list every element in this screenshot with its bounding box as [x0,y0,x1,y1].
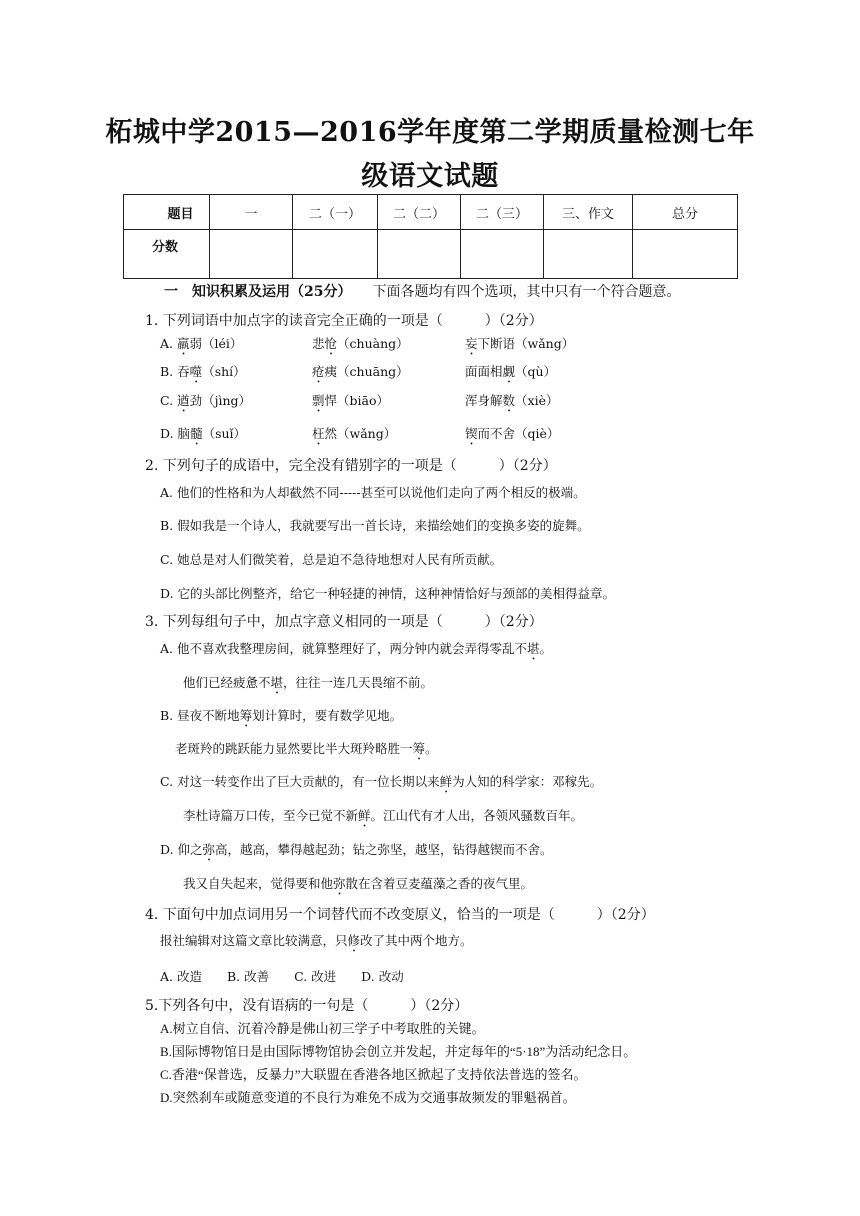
question-3-stem: 3. 下列每组句子中，加点字意义相同的一项是（ ）（2分） [145,614,543,630]
q1-option-c-word2: 剽悍（biāo） [312,393,389,408]
q5-option-a: A.树立自信、沉着冷静是佛山初三学子中考取胜的关键。 [160,1021,485,1036]
q3-option-b-line2: 老斑羚的跳跃能力显然要比半大斑羚略胜一筹。 [175,741,438,756]
q4-options: A. 改造 B. 改善 C. 改进 D. 改动 [160,969,404,984]
q4-sentence: 报社编辑对这篇文章比较满意，只修改了其中两个地方。 [160,933,473,948]
q1-option-b-word2: 疮痍（chuāng） [312,364,409,379]
q5-option-c: C.香港“保普选，反暴力”大联盟在香港各地区掀起了支持依法普选的签名。 [160,1067,587,1082]
q1-option-a-word2: 悲怆（chuàng） [312,336,409,351]
question-1-stem: 1. 下列词语中加点字的读音完全正确的一项是（ ）（2分） [145,313,543,329]
score-cell [461,230,544,279]
score-cell [210,230,293,279]
q1-option-a: A. 羸弱（léi） [160,336,243,351]
score-cell [378,230,461,279]
q2-option-c: C. 她总是对人们微笑着，总是迫不急待地想对人民有所贡献。 [160,552,503,567]
q3-option-b-line1: B. 昼夜不断地筹划计算时，要有数学见地。 [160,708,403,723]
q3-option-d-line2: 我又自失起来，觉得要和他弥散在含着豆麦蕴藻之香的夜气里。 [183,876,534,891]
q5-option-d: D.突然刹车或随意变道的不良行为难免不成为交通事故频发的罪魁祸首。 [160,1090,576,1105]
q1-option-c: C. 遒劲（jìng） [160,393,252,408]
q1-option-c-word3: 浑身解数（xiè） [465,393,559,408]
section-heading [164,283,680,301]
q3-option-a-line2: 他们已经疲惫不堪，往往一连几天畏缩不前。 [183,675,434,690]
question-5-stem: 5.下列各句中，没有语病的一句是（ ）（2分） [145,998,469,1014]
score-table-header-row [124,195,738,230]
score-cell [544,230,633,279]
q3-option-d-line1: D. 仰之弥高，越高，攀得越起劲；钻之弥坚，越坚，钻得越锲而不舍。 [160,842,553,857]
score-header-cell: 总分 [633,195,738,230]
q3-option-a-line1: A. 他不喜欢我整理房间，就算整理好了，两分钟内就会弄得零乱不堪。 [160,641,553,656]
q1-option-b-word3: 面面相觑（qù） [465,364,557,379]
q5-option-b: B.国际博物馆日是由国际博物馆协会创立并发起，并定每年的“5·18”为活动纪念日。 [160,1044,637,1059]
q2-option-a: A. 他们的性格和为人却截然不同-----甚至可以说他们走向了两个相反的极端。 [160,485,586,500]
score-header-cell: 一 [210,195,293,230]
q2-option-b: B. 假如我是一个诗人，我就要写出一首长诗，来描绘她们的变换多姿的旋舞。 [160,518,590,533]
q3-option-c-line1: C. 对这一转变作出了巨大贡献的，有一位长期以来鲜为人知的科学家：邓稼先。 [160,774,603,789]
score-table [123,194,738,279]
score-row-label: 分数 [124,230,210,279]
score-header-cell: 二（一） [293,195,378,230]
q1-option-d-word3: 锲而不舍（qiè） [465,426,560,441]
score-header-cell: 二（二） [378,195,461,230]
question-4-stem: 4. 下面句中加点词用另一个词替代而不改变原义，恰当的一项是（ ）（2分） [145,907,655,923]
score-header-cell: 题目 [124,195,210,230]
section-instruction: 下面各题均有四个选项，其中只有一个符合题意。 [372,284,681,300]
score-table-score-row [124,230,738,279]
score-header-cell: 三、作文 [544,195,633,230]
q1-option-a-word3: 妄下断语（wǎng） [465,336,575,351]
exam-title-line1: 柘城中学2015—2016学年度第二学期质量检测七年 [105,117,755,148]
q1-option-d-word2: 枉然（wǎng） [312,426,397,441]
section-number: 一 [164,284,178,300]
q2-option-d: D. 它的头部比例整齐，给它一种轻捷的神情，这种神情恰好与颈部的美相得益章。 [160,586,616,601]
q1-option-b: B. 吞噬（shí） [160,364,246,379]
score-cell [633,230,738,279]
score-cell [293,230,378,279]
section-title: 知识积累及运用（25分） [192,284,345,300]
score-header-cell: 二（三） [461,195,544,230]
exam-title-line2: 级语文试题 [361,161,499,192]
q1-option-d: D. 脑髓（suǐ） [160,426,247,441]
q3-option-c-line2: 李杜诗篇万口传，至今已觉不新鲜。江山代有才人出，各领风骚数百年。 [183,808,584,823]
question-2-stem: 2. 下列句子的成语中，完全没有错别字的一项是（ ）（2分） [145,458,557,474]
